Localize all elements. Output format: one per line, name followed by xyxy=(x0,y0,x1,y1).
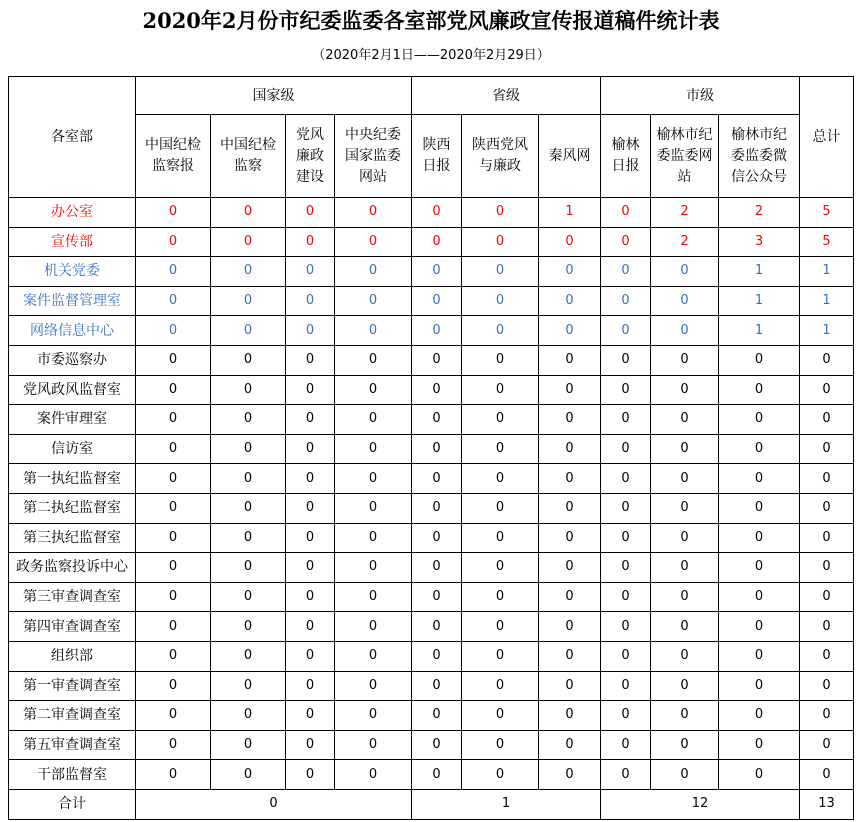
value-cell: 0 xyxy=(719,730,800,760)
national-total-cell: 0 xyxy=(136,789,412,819)
value-cell: 0 xyxy=(286,286,335,316)
value-cell: 0 xyxy=(539,730,601,760)
value-cell: 0 xyxy=(335,198,412,228)
value-cell: 0 xyxy=(462,701,539,731)
value-cell: 0 xyxy=(601,405,651,435)
dept-name-cell: 组织部 xyxy=(9,641,136,671)
value-cell: 1 xyxy=(539,198,601,228)
dept-name-cell: 第三审查调查室 xyxy=(9,582,136,612)
table-row xyxy=(9,257,854,287)
row-total-cell: 5 xyxy=(800,227,854,257)
value-cell: 0 xyxy=(335,405,412,435)
row-total-cell: 0 xyxy=(800,434,854,464)
value-cell: 0 xyxy=(601,701,651,731)
dept-header: 各室部 xyxy=(9,77,136,198)
value-cell: 0 xyxy=(462,257,539,287)
table-row xyxy=(9,345,854,375)
value-cell: 0 xyxy=(539,641,601,671)
value-cell: 0 xyxy=(539,227,601,257)
overall-total-cell: 13 xyxy=(800,789,854,819)
table-row xyxy=(9,464,854,494)
dept-name-cell: 第二执纪监督室 xyxy=(9,493,136,523)
value-cell: 0 xyxy=(136,701,211,731)
value-cell: 0 xyxy=(601,730,651,760)
value-cell: 0 xyxy=(286,612,335,642)
table-row xyxy=(9,582,854,612)
column-header: 榆林市纪委监委微信公众号 xyxy=(719,115,800,198)
value-cell: 0 xyxy=(335,345,412,375)
value-cell: 0 xyxy=(462,671,539,701)
row-total-cell: 0 xyxy=(800,701,854,731)
value-cell: 0 xyxy=(136,553,211,583)
value-cell: 0 xyxy=(211,405,286,435)
value-cell: 0 xyxy=(136,345,211,375)
value-cell: 0 xyxy=(719,434,800,464)
value-cell: 0 xyxy=(412,198,462,228)
value-cell: 0 xyxy=(462,641,539,671)
dept-name-cell: 市委巡察办 xyxy=(9,345,136,375)
value-cell: 0 xyxy=(412,671,462,701)
date-range-subtitle: （2020年2月1日——2020年2月29日） xyxy=(312,48,550,63)
value-cell: 0 xyxy=(211,286,286,316)
value-cell: 0 xyxy=(651,760,719,790)
value-cell: 0 xyxy=(412,553,462,583)
row-total-cell: 1 xyxy=(800,316,854,346)
value-cell: 0 xyxy=(136,198,211,228)
row-total-cell: 0 xyxy=(800,582,854,612)
value-cell: 0 xyxy=(335,286,412,316)
table-row xyxy=(9,641,854,671)
value-cell: 0 xyxy=(651,553,719,583)
row-total-cell: 0 xyxy=(800,641,854,671)
value-cell: 0 xyxy=(136,671,211,701)
row-total-cell: 0 xyxy=(800,464,854,494)
value-cell: 0 xyxy=(211,523,286,553)
value-cell: 0 xyxy=(286,730,335,760)
value-cell: 0 xyxy=(286,641,335,671)
value-cell: 0 xyxy=(539,493,601,523)
value-cell: 0 xyxy=(719,405,800,435)
statistics-table xyxy=(8,76,854,820)
value-cell: 0 xyxy=(412,523,462,553)
value-cell: 0 xyxy=(462,286,539,316)
value-cell: 0 xyxy=(601,493,651,523)
value-cell: 0 xyxy=(136,493,211,523)
value-cell: 0 xyxy=(136,375,211,405)
row-total-cell: 0 xyxy=(800,345,854,375)
value-cell: 0 xyxy=(462,434,539,464)
column-header: 陕西日报 xyxy=(412,115,462,198)
value-cell: 0 xyxy=(651,641,719,671)
value-cell: 0 xyxy=(286,523,335,553)
value-cell: 0 xyxy=(539,464,601,494)
value-cell: 0 xyxy=(286,760,335,790)
value-cell: 0 xyxy=(335,464,412,494)
value-cell: 0 xyxy=(412,641,462,671)
table-row xyxy=(9,316,854,346)
column-header: 中国纪检监察 xyxy=(211,115,286,198)
value-cell: 2 xyxy=(651,198,719,228)
value-cell: 0 xyxy=(651,493,719,523)
group-header-provincial: 省级 xyxy=(412,77,601,115)
dept-name-cell: 第三执纪监督室 xyxy=(9,523,136,553)
value-cell: 0 xyxy=(335,760,412,790)
value-cell: 0 xyxy=(286,671,335,701)
value-cell: 0 xyxy=(211,345,286,375)
value-cell: 0 xyxy=(651,405,719,435)
table-row xyxy=(9,375,854,405)
dept-name-cell: 第一执纪监督室 xyxy=(9,464,136,494)
column-header: 榆林日报 xyxy=(601,115,651,198)
value-cell: 0 xyxy=(651,582,719,612)
table-row xyxy=(9,286,854,316)
value-cell: 0 xyxy=(136,227,211,257)
value-cell: 0 xyxy=(136,464,211,494)
value-cell: 0 xyxy=(462,760,539,790)
header-group-row xyxy=(9,77,854,115)
value-cell: 0 xyxy=(286,257,335,287)
value-cell: 0 xyxy=(286,493,335,523)
value-cell: 0 xyxy=(462,316,539,346)
value-cell: 0 xyxy=(286,582,335,612)
value-cell: 0 xyxy=(136,434,211,464)
value-cell: 0 xyxy=(136,760,211,790)
value-cell: 0 xyxy=(136,612,211,642)
value-cell: 0 xyxy=(136,286,211,316)
totals-row xyxy=(9,789,854,819)
value-cell: 0 xyxy=(601,257,651,287)
column-header: 党风廉政建设 xyxy=(286,115,335,198)
value-cell: 1 xyxy=(719,257,800,287)
row-total-cell: 0 xyxy=(800,405,854,435)
value-cell: 0 xyxy=(462,375,539,405)
value-cell: 0 xyxy=(601,286,651,316)
value-cell: 0 xyxy=(211,493,286,523)
value-cell: 0 xyxy=(462,582,539,612)
value-cell: 0 xyxy=(462,405,539,435)
value-cell: 0 xyxy=(335,316,412,346)
value-cell: 0 xyxy=(601,523,651,553)
dept-name-cell: 宣传部 xyxy=(9,227,136,257)
value-cell: 0 xyxy=(412,493,462,523)
total-header: 总计 xyxy=(800,77,854,198)
group-header-municipal: 市级 xyxy=(601,77,800,115)
value-cell: 0 xyxy=(211,553,286,583)
municipal-total-cell: 12 xyxy=(601,789,800,819)
row-total-cell: 1 xyxy=(800,286,854,316)
value-cell: 0 xyxy=(539,316,601,346)
value-cell: 0 xyxy=(719,553,800,583)
value-cell: 0 xyxy=(335,434,412,464)
value-cell: 0 xyxy=(286,316,335,346)
dept-name-cell: 案件监督管理室 xyxy=(9,286,136,316)
value-cell: 0 xyxy=(539,375,601,405)
dept-name-cell: 干部监督室 xyxy=(9,760,136,790)
dept-name-cell: 政务监察投诉中心 xyxy=(9,553,136,583)
table-row xyxy=(9,671,854,701)
value-cell: 0 xyxy=(335,671,412,701)
value-cell: 1 xyxy=(719,316,800,346)
value-cell: 0 xyxy=(601,316,651,346)
value-cell: 0 xyxy=(651,375,719,405)
value-cell: 0 xyxy=(651,257,719,287)
value-cell: 0 xyxy=(412,464,462,494)
table-row xyxy=(9,198,854,228)
value-cell: 3 xyxy=(719,227,800,257)
value-cell: 0 xyxy=(335,523,412,553)
value-cell: 0 xyxy=(286,553,335,583)
value-cell: 0 xyxy=(286,405,335,435)
row-total-cell: 0 xyxy=(800,375,854,405)
value-cell: 0 xyxy=(211,730,286,760)
value-cell: 0 xyxy=(651,345,719,375)
row-total-cell: 0 xyxy=(800,612,854,642)
value-cell: 2 xyxy=(651,227,719,257)
value-cell: 0 xyxy=(539,345,601,375)
value-cell: 2 xyxy=(719,198,800,228)
value-cell: 0 xyxy=(335,227,412,257)
value-cell: 0 xyxy=(462,730,539,760)
dept-name-cell: 案件审理室 xyxy=(9,405,136,435)
provincial-total-cell: 1 xyxy=(412,789,601,819)
value-cell: 0 xyxy=(539,760,601,790)
row-total-cell: 0 xyxy=(800,523,854,553)
value-cell: 0 xyxy=(211,464,286,494)
value-cell: 0 xyxy=(211,316,286,346)
value-cell: 0 xyxy=(286,227,335,257)
dept-name-cell: 办公室 xyxy=(9,198,136,228)
table-row xyxy=(9,730,854,760)
value-cell: 0 xyxy=(335,730,412,760)
value-cell: 0 xyxy=(719,760,800,790)
value-cell: 0 xyxy=(651,701,719,731)
value-cell: 0 xyxy=(136,316,211,346)
value-cell: 0 xyxy=(651,730,719,760)
value-cell: 0 xyxy=(286,464,335,494)
value-cell: 0 xyxy=(286,345,335,375)
value-cell: 0 xyxy=(335,553,412,583)
value-cell: 0 xyxy=(539,523,601,553)
value-cell: 0 xyxy=(211,612,286,642)
value-cell: 0 xyxy=(335,375,412,405)
value-cell: 0 xyxy=(136,523,211,553)
value-cell: 0 xyxy=(601,760,651,790)
dept-name-cell: 第五审查调查室 xyxy=(9,730,136,760)
value-cell: 0 xyxy=(136,257,211,287)
dept-name-cell: 网络信息中心 xyxy=(9,316,136,346)
table-row xyxy=(9,523,854,553)
value-cell: 0 xyxy=(412,286,462,316)
value-cell: 0 xyxy=(335,493,412,523)
value-cell: 0 xyxy=(412,612,462,642)
value-cell: 0 xyxy=(601,553,651,583)
value-cell: 0 xyxy=(462,523,539,553)
value-cell: 0 xyxy=(719,464,800,494)
row-total-cell: 0 xyxy=(800,671,854,701)
value-cell: 0 xyxy=(136,405,211,435)
table-row xyxy=(9,612,854,642)
table-row xyxy=(9,760,854,790)
value-cell: 0 xyxy=(462,493,539,523)
value-cell: 0 xyxy=(211,257,286,287)
value-cell: 0 xyxy=(211,434,286,464)
value-cell: 0 xyxy=(719,523,800,553)
value-cell: 0 xyxy=(335,701,412,731)
value-cell: 0 xyxy=(651,286,719,316)
value-cell: 0 xyxy=(651,464,719,494)
value-cell: 0 xyxy=(211,671,286,701)
value-cell: 0 xyxy=(719,493,800,523)
column-header: 榆林市纪委监委网站 xyxy=(651,115,719,198)
value-cell: 0 xyxy=(539,701,601,731)
value-cell: 0 xyxy=(136,582,211,612)
value-cell: 0 xyxy=(651,316,719,346)
value-cell: 0 xyxy=(211,760,286,790)
value-cell: 0 xyxy=(286,701,335,731)
value-cell: 0 xyxy=(719,375,800,405)
value-cell: 0 xyxy=(601,198,651,228)
value-cell: 0 xyxy=(719,612,800,642)
value-cell: 0 xyxy=(539,671,601,701)
value-cell: 0 xyxy=(539,257,601,287)
value-cell: 0 xyxy=(601,464,651,494)
value-cell: 0 xyxy=(286,198,335,228)
column-header: 秦风网 xyxy=(539,115,601,198)
value-cell: 0 xyxy=(412,316,462,346)
table-row xyxy=(9,405,854,435)
dept-name-cell: 党风政风监督室 xyxy=(9,375,136,405)
value-cell: 0 xyxy=(719,671,800,701)
table-row xyxy=(9,701,854,731)
value-cell: 0 xyxy=(462,553,539,583)
value-cell: 0 xyxy=(412,701,462,731)
value-cell: 0 xyxy=(412,405,462,435)
dept-name-cell: 机关党委 xyxy=(9,257,136,287)
value-cell: 0 xyxy=(462,612,539,642)
value-cell: 0 xyxy=(651,671,719,701)
totals-label-cell: 合计 xyxy=(9,789,136,819)
value-cell: 0 xyxy=(719,582,800,612)
value-cell: 1 xyxy=(719,286,800,316)
group-header-national: 国家级 xyxy=(136,77,412,115)
value-cell: 0 xyxy=(462,464,539,494)
column-header: 陕西党风与廉政 xyxy=(462,115,539,198)
value-cell: 0 xyxy=(335,257,412,287)
value-cell: 0 xyxy=(136,730,211,760)
table-row xyxy=(9,553,854,583)
dept-name-cell: 第四审查调查室 xyxy=(9,612,136,642)
value-cell: 0 xyxy=(601,582,651,612)
value-cell: 0 xyxy=(211,701,286,731)
dept-name-cell: 第一审查调查室 xyxy=(9,671,136,701)
value-cell: 0 xyxy=(601,375,651,405)
dept-name-cell: 信访室 xyxy=(9,434,136,464)
value-cell: 0 xyxy=(651,434,719,464)
value-cell: 0 xyxy=(286,434,335,464)
value-cell: 0 xyxy=(136,641,211,671)
value-cell: 0 xyxy=(211,227,286,257)
value-cell: 0 xyxy=(211,198,286,228)
value-cell: 0 xyxy=(412,257,462,287)
document-title: 2020年2月份市纪委监委各室部党风廉政宣传报道稿件统计表 xyxy=(142,8,720,33)
value-cell: 0 xyxy=(211,375,286,405)
value-cell: 0 xyxy=(335,641,412,671)
column-header: 中央纪委国家监委网站 xyxy=(335,115,412,198)
value-cell: 0 xyxy=(412,730,462,760)
value-cell: 0 xyxy=(719,345,800,375)
value-cell: 0 xyxy=(335,612,412,642)
value-cell: 0 xyxy=(412,582,462,612)
value-cell: 0 xyxy=(539,612,601,642)
value-cell: 0 xyxy=(601,227,651,257)
table-row xyxy=(9,227,854,257)
value-cell: 0 xyxy=(412,434,462,464)
table-row xyxy=(9,493,854,523)
value-cell: 0 xyxy=(601,434,651,464)
value-cell: 0 xyxy=(601,345,651,375)
value-cell: 0 xyxy=(462,345,539,375)
value-cell: 0 xyxy=(335,582,412,612)
table-row xyxy=(9,434,854,464)
value-cell: 0 xyxy=(412,227,462,257)
row-total-cell: 1 xyxy=(800,257,854,287)
value-cell: 0 xyxy=(211,641,286,671)
value-cell: 0 xyxy=(286,375,335,405)
value-cell: 0 xyxy=(539,553,601,583)
value-cell: 0 xyxy=(412,375,462,405)
value-cell: 0 xyxy=(601,612,651,642)
row-total-cell: 0 xyxy=(800,553,854,583)
row-total-cell: 5 xyxy=(800,198,854,228)
value-cell: 0 xyxy=(412,760,462,790)
value-cell: 0 xyxy=(539,286,601,316)
value-cell: 0 xyxy=(462,198,539,228)
row-total-cell: 0 xyxy=(800,493,854,523)
value-cell: 0 xyxy=(601,641,651,671)
column-header: 中国纪检监察报 xyxy=(136,115,211,198)
value-cell: 0 xyxy=(601,671,651,701)
value-cell: 0 xyxy=(651,612,719,642)
row-total-cell: 0 xyxy=(800,760,854,790)
value-cell: 0 xyxy=(651,523,719,553)
value-cell: 0 xyxy=(462,227,539,257)
value-cell: 0 xyxy=(412,345,462,375)
row-total-cell: 0 xyxy=(800,730,854,760)
value-cell: 0 xyxy=(539,582,601,612)
value-cell: 0 xyxy=(211,582,286,612)
header-column-row xyxy=(9,115,854,198)
value-cell: 0 xyxy=(539,434,601,464)
value-cell: 0 xyxy=(539,405,601,435)
dept-name-cell: 第二审查调查室 xyxy=(9,701,136,731)
value-cell: 0 xyxy=(719,701,800,731)
value-cell: 0 xyxy=(719,641,800,671)
